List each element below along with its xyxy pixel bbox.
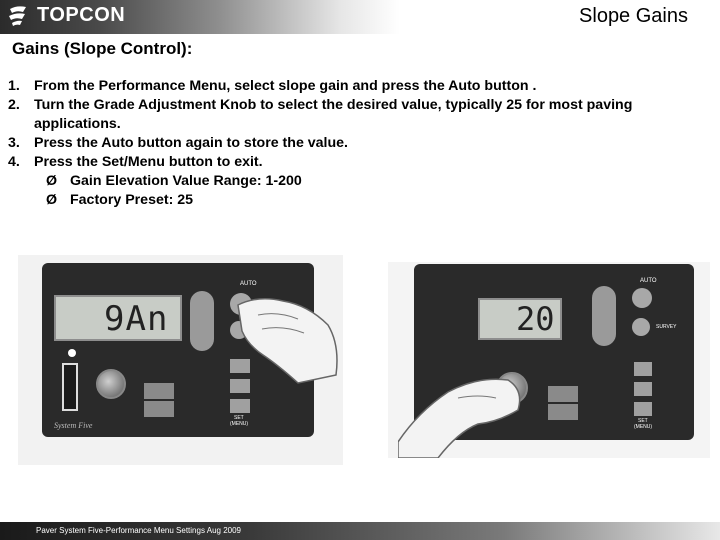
lcd-value: 9An [104,299,169,339]
step-item [8,153,716,172]
arrow-bullet-icon: Ø [46,192,58,208]
bullet-item [8,172,716,191]
down-arrow-button [144,401,174,417]
rocker-switch [592,286,616,346]
topcon-logo [8,4,125,27]
bullet-text: Factory Preset: 25 [70,192,194,208]
step-text: Turn the Grade Adjustment Knob to select the desired value, typically 25 for most paving applications. [34,97,633,132]
step-text: From the Performance Menu, select slope gain and press the Auto button . [34,78,537,94]
mode-button [634,382,652,396]
brand-name: TOPCON [37,4,126,26]
step-number: 4. [8,154,20,170]
lcd-display [54,295,182,341]
control-box-photo-left [18,255,343,465]
step-item [8,96,716,134]
page-title: Slope Gains [579,5,688,27]
set-menu-button [634,402,652,416]
bullet-text: Gain Elevation Value Range: 1-200 [70,173,302,189]
survey-button [632,318,650,336]
step-text: Press the Set/Menu button to exit. [34,154,263,170]
grade-adjustment-knob [96,369,126,399]
set-label: SET [234,415,244,421]
menu-label: (MENU) [634,424,653,430]
step-number: 3. [8,135,20,151]
header [0,0,720,34]
set-menu-button [230,399,250,413]
auto-label: AUTO [640,278,657,284]
bullet-item [8,191,716,210]
up-arrow-button [548,386,578,402]
footer-caption: Paver System Five-Performance Menu Settings Aug 2009 [36,526,241,535]
step-item [8,77,716,96]
auto-label: AUTO [240,281,257,287]
arrow-bullet-icon: Ø [46,173,58,189]
lcd-value: 20 [516,300,555,338]
topcon-mark-icon [8,5,32,27]
system-five-logo: System Five [54,421,93,430]
step-number: 2. [8,97,20,113]
hand-illustration [398,332,528,458]
section-heading: Gains (Slope Control): [12,39,193,58]
auto-button [632,288,652,308]
status-light [68,349,76,357]
up-arrow-button [144,383,174,399]
step-item [8,134,716,153]
footer-bar [0,522,720,540]
power-switch [62,363,78,411]
step-number: 1. [8,78,20,94]
menu-label: (MENU) [230,421,249,427]
mode-button [634,362,652,376]
set-label: SET [638,418,648,424]
step-text: Press the Auto button again to store the value. [34,135,349,151]
control-box-photo-right [388,262,710,458]
hand-illustration [228,275,343,385]
down-arrow-button [548,404,578,420]
instruction-list [8,77,716,210]
rocker-switch [190,291,214,351]
survey-label: SURVEY [656,324,677,330]
